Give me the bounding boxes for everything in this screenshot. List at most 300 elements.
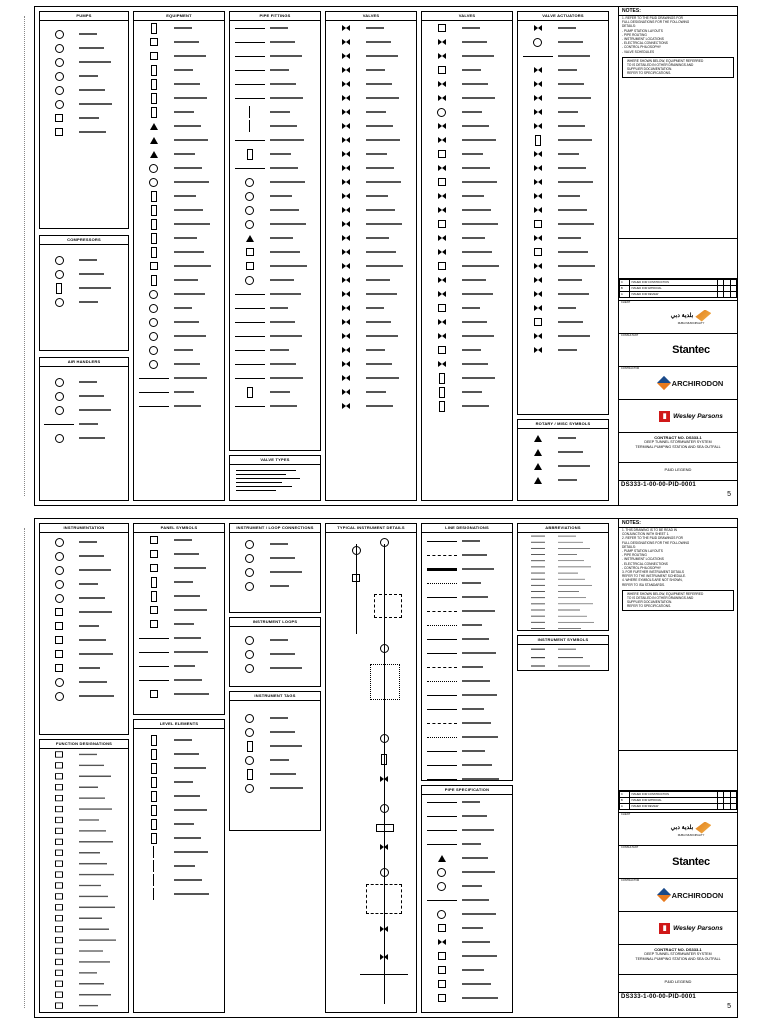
legend-row xyxy=(134,803,224,817)
legend-label-placeholder xyxy=(270,307,320,309)
legend-label-placeholder xyxy=(462,167,512,169)
consultant-logo-stantec: Stantec xyxy=(672,856,710,868)
legend-label-placeholder xyxy=(174,595,224,597)
legend-label-placeholder xyxy=(79,830,128,832)
legend-label-placeholder xyxy=(462,41,512,43)
consultant-logo-cell xyxy=(619,334,737,367)
legend-symbol-icon xyxy=(518,135,558,146)
legend-label-placeholder xyxy=(270,321,320,323)
legend-symbol-icon xyxy=(134,749,174,760)
legend-label-placeholder xyxy=(270,223,320,225)
legend-label-placeholder xyxy=(270,209,320,211)
panel-pumps xyxy=(39,11,129,229)
legend-symbol-icon xyxy=(422,816,462,817)
legend-symbol-icon xyxy=(422,844,462,845)
panel-title: VALVE TYPES xyxy=(230,456,320,465)
legend-symbol-icon xyxy=(230,756,270,765)
legend-row xyxy=(326,175,416,189)
legend-label-placeholder xyxy=(462,955,512,957)
legend-label-placeholder xyxy=(462,97,512,99)
panel-title: PANEL SYMBOLS xyxy=(134,524,224,533)
notes-boxed-warning xyxy=(622,590,734,611)
legend-label-placeholder xyxy=(79,950,128,952)
legend-row xyxy=(326,231,416,245)
legend-row xyxy=(422,851,512,865)
legend-row xyxy=(518,189,608,203)
revision-cell: A xyxy=(620,804,630,810)
legend-symbol-icon xyxy=(134,262,174,270)
legend-symbol-icon xyxy=(230,192,270,201)
legend-row xyxy=(422,287,512,301)
legend-label-placeholder xyxy=(270,773,320,775)
legend-label-placeholder xyxy=(174,237,224,239)
revision-cell: B xyxy=(620,798,630,804)
panel-equipment xyxy=(133,11,225,501)
panel-instrument-tags xyxy=(229,691,321,831)
legend-symbol-icon xyxy=(422,95,462,101)
legend-label-placeholder xyxy=(462,153,512,155)
symbol-list xyxy=(134,533,224,712)
legend-row xyxy=(422,189,512,203)
legend-symbol-icon xyxy=(422,541,462,542)
legend-label-placeholder xyxy=(462,843,512,845)
legend-label-placeholder xyxy=(558,265,608,267)
legend-row xyxy=(422,399,512,413)
legend-row xyxy=(134,35,224,49)
legend-symbol-icon xyxy=(518,597,558,598)
legend-row xyxy=(422,273,512,287)
legend-label-placeholder xyxy=(79,765,128,767)
symbol-list xyxy=(518,21,608,412)
notes-title: NOTES: xyxy=(619,519,737,528)
drawing-title-cell xyxy=(619,975,737,993)
legend-row xyxy=(40,902,128,913)
legend-symbol-icon xyxy=(134,164,174,173)
legend-symbol-icon xyxy=(326,291,366,297)
revision-cell: ISSUED FOR CONSTRUCTION xyxy=(630,792,717,798)
legend-symbol-icon xyxy=(422,667,462,668)
note-line: TO IS DETAILED IN OTHER DRAWINGS AND xyxy=(627,596,694,601)
legend-row xyxy=(422,562,512,576)
note-line: - CONTROL PHILOSOPHY xyxy=(622,565,662,570)
note-line: - PIPE ROUTING xyxy=(622,32,647,37)
legend-label-placeholder xyxy=(79,131,128,133)
legend-row xyxy=(422,217,512,231)
legend-label-placeholder xyxy=(79,907,128,909)
legend-symbol-icon xyxy=(40,751,79,757)
legend-symbol-icon xyxy=(134,591,174,602)
legend-row xyxy=(134,687,224,701)
legend-label-placeholder xyxy=(79,994,128,996)
legend-symbol-icon xyxy=(422,555,462,556)
legend-row xyxy=(422,77,512,91)
legend-row xyxy=(40,27,128,41)
legend-symbol-icon xyxy=(326,333,366,339)
legend-symbol-icon xyxy=(40,298,79,307)
revision-cell: ISSUED FOR CONSTRUCTION xyxy=(630,280,717,286)
legend-row xyxy=(134,603,224,617)
legend-row xyxy=(40,549,128,563)
note-line: REFER TO SPECIFICATIONS. xyxy=(627,71,672,76)
legend-symbol-icon xyxy=(134,304,174,313)
legend-row xyxy=(40,793,128,804)
panel-air-handlers xyxy=(39,357,129,501)
legend-row xyxy=(134,817,224,831)
project-line-2: TERMINAL PUMPING STATION AND SEA OUTFALL xyxy=(635,956,721,961)
note-line: TO IS DETAILED IN OTHER DRAWINGS AND xyxy=(627,63,694,68)
legend-symbol-icon xyxy=(40,817,79,823)
legend-label-placeholder xyxy=(270,27,320,29)
margin-reference-text-sheet-1 xyxy=(24,16,31,496)
legend-label-placeholder xyxy=(270,377,320,379)
legend-label-placeholder xyxy=(174,753,224,755)
legend-label-placeholder xyxy=(174,307,224,309)
legend-row xyxy=(326,133,416,147)
legend-symbol-icon xyxy=(40,784,79,790)
legend-row xyxy=(422,35,512,49)
legend-label-placeholder xyxy=(462,694,512,696)
legend-row xyxy=(422,795,512,809)
legend-label-placeholder xyxy=(366,27,416,29)
legend-label-placeholder xyxy=(462,596,512,598)
legend-symbol-icon xyxy=(518,333,558,339)
legend-symbol-icon xyxy=(134,23,174,34)
legend-label-placeholder xyxy=(174,679,224,681)
legend-row xyxy=(230,245,320,259)
legend-label-placeholder xyxy=(366,377,416,379)
legend-row xyxy=(422,590,512,604)
legend-symbol-icon xyxy=(40,378,79,387)
legend-symbol-icon xyxy=(134,205,174,216)
legend-label-placeholder xyxy=(174,209,224,211)
legend-row xyxy=(518,231,608,245)
legend-row xyxy=(326,77,416,91)
legend-label-placeholder xyxy=(462,321,512,323)
legend-row xyxy=(134,301,224,315)
legend-row xyxy=(326,161,416,175)
legend-symbol-icon xyxy=(40,664,79,672)
note-line: SUPPLIER DOCUMENTATION. xyxy=(627,67,673,72)
legend-row xyxy=(230,147,320,161)
legend-row xyxy=(40,978,128,989)
legend-label-placeholder xyxy=(366,97,416,99)
legend-symbol-icon xyxy=(518,435,558,442)
legend-label-placeholder xyxy=(270,349,320,351)
legend-row xyxy=(518,35,608,49)
legend-row xyxy=(518,91,608,105)
legend-label-placeholder xyxy=(366,55,416,57)
legend-label-placeholder xyxy=(558,69,608,71)
wesley-parsons-logo-icon: ▮ xyxy=(659,411,670,422)
legend-row xyxy=(134,77,224,91)
legend-row xyxy=(326,371,416,385)
legend-symbol-icon xyxy=(326,221,366,227)
legend-row xyxy=(422,977,512,991)
legend-label-placeholder xyxy=(79,409,128,411)
legend-symbol-icon xyxy=(40,622,79,630)
panel-level-elements xyxy=(133,719,225,1013)
legend-row xyxy=(422,49,512,63)
note-line: FULL DESIGNATIONS FOR THE FOLLOWING xyxy=(622,540,690,545)
legend-label-placeholder xyxy=(79,917,128,919)
legend-label-placeholder xyxy=(270,293,320,295)
legend-label-placeholder xyxy=(174,83,224,85)
legend-symbol-icon xyxy=(422,709,462,710)
legend-row xyxy=(230,77,320,91)
project-info xyxy=(619,433,737,463)
legend-label-placeholder xyxy=(79,667,128,669)
legend-row xyxy=(422,879,512,893)
legend-row xyxy=(40,946,128,957)
archirodon-logo-icon xyxy=(657,888,671,902)
legend-row xyxy=(134,189,224,203)
legend-row xyxy=(326,259,416,273)
legend-label-placeholder xyxy=(462,554,512,556)
legend-row xyxy=(422,21,512,35)
legend-symbol-icon xyxy=(230,106,270,118)
legend-row xyxy=(40,83,128,97)
legend-label-placeholder xyxy=(174,265,224,267)
legend-label-placeholder xyxy=(366,125,416,127)
legend-row xyxy=(422,758,512,772)
legend-label-placeholder xyxy=(366,251,416,253)
legend-symbol-icon xyxy=(518,622,558,623)
legend-label-placeholder xyxy=(79,885,128,887)
legend-row xyxy=(134,287,224,301)
legend-row xyxy=(326,35,416,49)
legend-row xyxy=(40,431,128,445)
legend-symbol-icon xyxy=(422,695,462,696)
revision-table xyxy=(619,279,737,301)
panel-compressors xyxy=(39,235,129,351)
legend-symbol-icon xyxy=(40,406,79,415)
legend-symbol-icon xyxy=(134,690,174,698)
legend-symbol-icon xyxy=(422,681,462,682)
legend-row xyxy=(230,217,320,231)
legend-label-placeholder xyxy=(270,265,320,267)
legend-label-placeholder xyxy=(462,195,512,197)
legend-row xyxy=(134,859,224,873)
legend-row xyxy=(230,35,320,49)
legend-label-placeholder xyxy=(558,167,608,169)
legend-label-placeholder xyxy=(558,616,608,617)
legend-symbol-icon xyxy=(422,220,462,228)
legend-row xyxy=(326,63,416,77)
legend-symbol-icon xyxy=(40,580,79,589)
legend-row xyxy=(134,845,224,859)
legend-label-placeholder xyxy=(79,852,128,854)
contractor-logo-wesley-parsons: Wesley Parsons xyxy=(673,924,723,932)
legend-label-placeholder xyxy=(270,181,320,183)
legend-label-placeholder xyxy=(462,871,512,873)
legend-label-placeholder xyxy=(558,554,608,555)
legend-symbol-icon xyxy=(326,361,366,367)
drawing-title: P&ID LEGEND xyxy=(664,467,692,472)
legend-label-placeholder xyxy=(174,767,224,769)
legend-label-placeholder xyxy=(79,653,128,655)
legend-row xyxy=(134,371,224,385)
legend-symbol-icon xyxy=(518,616,558,617)
legend-symbol-icon xyxy=(40,937,79,943)
note-line: WHERE SHOWN BELOW, EQUIPMENT REFERRED xyxy=(627,591,704,596)
legend-row xyxy=(230,767,320,781)
notes-area xyxy=(619,519,737,751)
legend-symbol-icon xyxy=(422,235,462,241)
legend-symbol-icon xyxy=(326,263,366,269)
symbol-list xyxy=(230,21,320,448)
legend-row xyxy=(422,730,512,744)
legend-row xyxy=(326,105,416,119)
legend-row xyxy=(422,329,512,343)
legend-symbol-icon xyxy=(518,610,558,611)
legend-label-placeholder xyxy=(174,41,224,43)
legend-symbol-icon xyxy=(518,347,558,353)
legend-label-placeholder xyxy=(366,307,416,309)
legend-label-placeholder xyxy=(366,111,416,113)
legend-row xyxy=(40,858,128,869)
legend-row xyxy=(326,49,416,63)
note-line: REFER TO THE INSTRUMENT SCHEDULE. xyxy=(622,574,687,579)
legend-row xyxy=(134,105,224,119)
legend-row xyxy=(518,315,608,329)
legend-symbol-icon xyxy=(422,868,462,877)
panel-title: PIPE SPECIFICATION xyxy=(422,786,512,795)
legend-label-placeholder xyxy=(462,391,512,393)
contract-number: CONTRACT NO. DS333-1 xyxy=(654,435,702,440)
legend-label-placeholder xyxy=(558,125,608,127)
legend-symbol-icon xyxy=(134,846,174,858)
legend-label-placeholder xyxy=(174,893,224,895)
legend-symbol-icon xyxy=(422,910,462,919)
legend-symbol-icon xyxy=(518,277,558,283)
legend-label-placeholder xyxy=(462,708,512,710)
legend-symbol-icon xyxy=(134,290,174,299)
legend-label-placeholder xyxy=(366,321,416,323)
legend-label-placeholder xyxy=(174,377,224,379)
legend-label-placeholder xyxy=(366,391,416,393)
legend-row xyxy=(230,91,320,105)
symbol-list xyxy=(518,645,608,659)
legend-symbol-icon xyxy=(40,283,79,294)
panel-title: VALVES xyxy=(326,12,416,21)
legend-label-placeholder xyxy=(174,609,224,611)
legend-symbol-icon xyxy=(40,256,79,265)
legend-row xyxy=(230,119,320,133)
legend-symbol-icon xyxy=(40,100,79,109)
symbol-list xyxy=(230,701,320,828)
legend-label-placeholder xyxy=(558,55,608,57)
contract-number: CONTRACT NO. DS333-1 xyxy=(654,947,702,952)
legend-label-placeholder xyxy=(462,736,512,738)
legend-row xyxy=(422,893,512,907)
legend-row xyxy=(518,273,608,287)
legend-label-placeholder xyxy=(366,363,416,365)
legend-row xyxy=(422,301,512,315)
legend-symbol-icon xyxy=(230,322,270,323)
legend-label-placeholder xyxy=(79,797,128,799)
legend-symbol-icon xyxy=(40,948,79,954)
panel-abbreviations xyxy=(517,523,609,631)
legend-symbol-icon xyxy=(326,95,366,101)
legend-symbol-icon xyxy=(422,108,462,117)
legend-label-placeholder xyxy=(366,195,416,197)
legend-label-placeholder xyxy=(270,745,320,747)
legend-row xyxy=(518,203,608,217)
legend-symbol-icon xyxy=(422,291,462,297)
legend-symbol-icon xyxy=(422,401,462,412)
client-logo-cell xyxy=(619,813,737,846)
legend-row xyxy=(134,161,224,175)
legend-label-placeholder xyxy=(366,83,416,85)
legend-label-placeholder xyxy=(558,597,608,598)
legend-symbol-icon xyxy=(134,550,174,558)
instrument-detail-diagram xyxy=(326,534,416,1012)
legend-row xyxy=(518,343,608,357)
revision-cell xyxy=(730,804,736,810)
legend-label-placeholder xyxy=(462,764,512,766)
note-line: - PIPE ROUTING xyxy=(622,553,647,558)
legend-label-placeholder xyxy=(558,307,608,309)
legend-row xyxy=(40,913,128,924)
legend-symbol-icon xyxy=(230,42,270,43)
legend-label-placeholder xyxy=(79,611,128,613)
legend-symbol-icon xyxy=(422,939,462,945)
legend-row xyxy=(422,175,512,189)
legend-label-placeholder xyxy=(174,693,224,695)
legend-symbol-icon xyxy=(326,53,366,59)
legend-row xyxy=(518,147,608,161)
legend-row xyxy=(40,55,128,69)
legend-row xyxy=(134,533,224,547)
legend-label-placeholder xyxy=(270,125,320,127)
legend-row xyxy=(40,749,128,760)
legend-label-placeholder xyxy=(270,335,320,337)
legend-label-placeholder xyxy=(462,680,512,682)
legend-row xyxy=(422,147,512,161)
legend-label-placeholder xyxy=(79,939,128,941)
legend-symbol-icon xyxy=(422,387,462,398)
legend-symbol-icon xyxy=(134,620,174,628)
legend-row xyxy=(230,647,320,661)
legend-symbol-icon xyxy=(40,915,79,921)
panel-title: INSTRUMENTATION xyxy=(40,524,128,533)
legend-label-placeholder xyxy=(462,83,512,85)
legend-label-placeholder xyxy=(174,363,224,365)
legend-row xyxy=(134,789,224,803)
legend-label-placeholder xyxy=(79,874,128,876)
note-line: - ELECTRICAL CONNECTIONS xyxy=(622,561,668,566)
legend-label-placeholder xyxy=(174,879,224,881)
legend-symbol-icon xyxy=(230,235,270,242)
legend-symbol-icon xyxy=(134,233,174,244)
legend-row xyxy=(134,561,224,575)
legend-row xyxy=(230,161,320,175)
panel-instrument-symbols xyxy=(517,635,609,671)
panel-function-designations xyxy=(39,739,129,1013)
legend-row xyxy=(422,548,512,562)
legend-label-placeholder xyxy=(270,363,320,365)
legend-row xyxy=(40,967,128,978)
legend-symbol-icon xyxy=(422,639,462,640)
legend-symbol-icon xyxy=(518,165,558,171)
legend-row xyxy=(230,537,320,551)
legend-symbol-icon xyxy=(518,591,558,592)
legend-row xyxy=(230,273,320,287)
panel-title: ROTARY / MISC SYMBOLS xyxy=(518,420,608,429)
symbol-list xyxy=(40,749,128,953)
panel-title: VALVES xyxy=(422,12,512,21)
legend-row xyxy=(230,565,320,579)
